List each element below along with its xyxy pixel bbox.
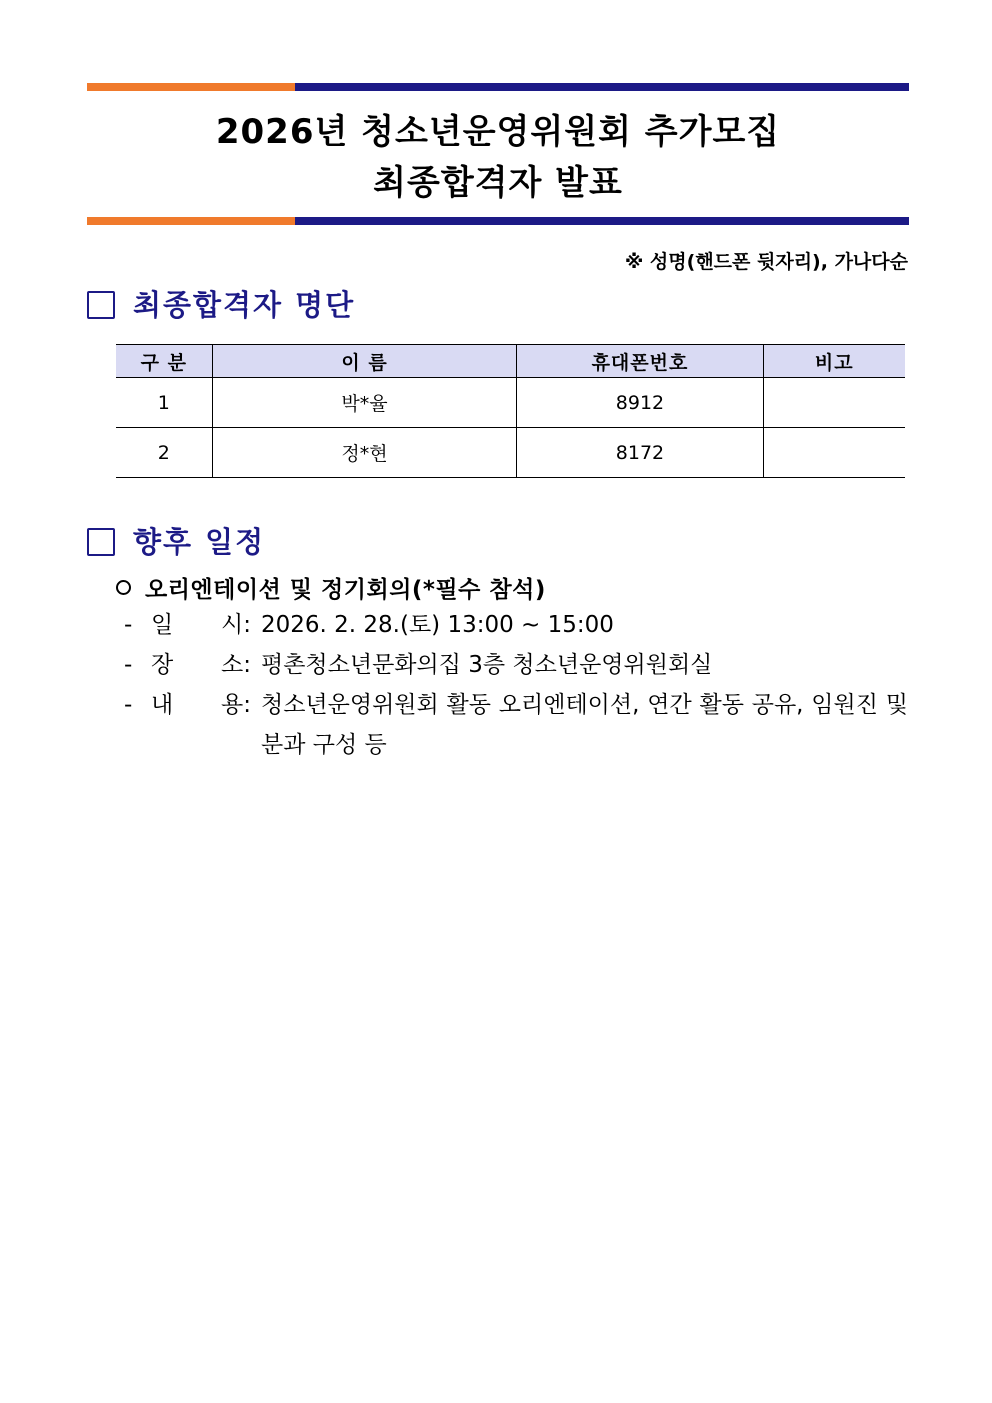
bottom-divider [87, 217, 909, 225]
row-value: 청소년운영위원회 활동 오리엔테이션, 연간 활동 공유, 임원진 및 분과 구성 등 [261, 692, 908, 758]
document-title-line2: 최종합격자 발표 [373, 163, 623, 203]
checkbox-square-icon [87, 291, 115, 319]
finalists-table [116, 344, 905, 478]
row-key [151, 685, 261, 765]
cell-phone: 8912 [517, 378, 763, 428]
table-row [116, 378, 905, 428]
divider-navy-segment [295, 217, 909, 225]
top-divider [87, 83, 909, 91]
schedule-item-title-text: 오리엔테이션 및 정기회의(*필수 참석) [145, 576, 546, 603]
row-dash: - [124, 652, 133, 678]
row-key-a: 장 [151, 652, 174, 678]
section-label: 향후 일정 [133, 525, 266, 559]
circle-bullet-icon [116, 580, 131, 595]
row-value: 평촌청소년문화의집 3층 청소년운영위원회실 [261, 652, 713, 678]
schedule-row-datetime [124, 605, 908, 645]
row-key-a: 내 [151, 692, 174, 718]
row-key-a: 일 [151, 612, 174, 638]
cell-name: 박*율 [212, 378, 517, 428]
col-header-no: 구 분 [116, 345, 212, 378]
row-key [151, 645, 261, 685]
row-dash: - [124, 612, 133, 638]
row-key [151, 605, 261, 645]
schedule-item-title [116, 569, 908, 605]
divider-navy-segment [295, 83, 909, 91]
divider-orange-segment [87, 83, 295, 91]
col-header-name: 이 름 [212, 345, 517, 378]
section-heading-schedule [87, 524, 265, 560]
cell-remark [763, 378, 905, 428]
schedule-row-place [124, 645, 908, 685]
section-label: 최종합격자 명단 [133, 288, 356, 322]
checkbox-square-icon [87, 528, 115, 556]
col-header-remark: 비고 [763, 345, 905, 378]
table-header-row [116, 345, 905, 378]
row-key-b: 소: [221, 652, 251, 678]
row-key-b: 시: [221, 612, 251, 638]
document-title-line1: 2026년 청소년운영위원회 추가모집 [215, 112, 781, 152]
row-value: 2026. 2. 28.(토) 13:00 ~ 15:00 [261, 612, 614, 638]
cell-remark [763, 428, 905, 478]
cell-phone: 8172 [517, 428, 763, 478]
row-dash: - [124, 692, 133, 718]
table-row [116, 428, 905, 478]
sort-note: ※ 성명(핸드폰 뒷자리), 가나다순 [624, 251, 908, 273]
cell-name: 정*현 [212, 428, 517, 478]
section-heading-finalists [87, 287, 355, 323]
col-header-phone: 휴대폰번호 [517, 345, 763, 378]
cell-no: 2 [116, 428, 212, 478]
schedule-block [116, 569, 908, 765]
cell-no: 1 [116, 378, 212, 428]
row-key-b: 용: [221, 692, 251, 718]
divider-orange-segment [87, 217, 295, 225]
schedule-row-content [124, 685, 908, 765]
